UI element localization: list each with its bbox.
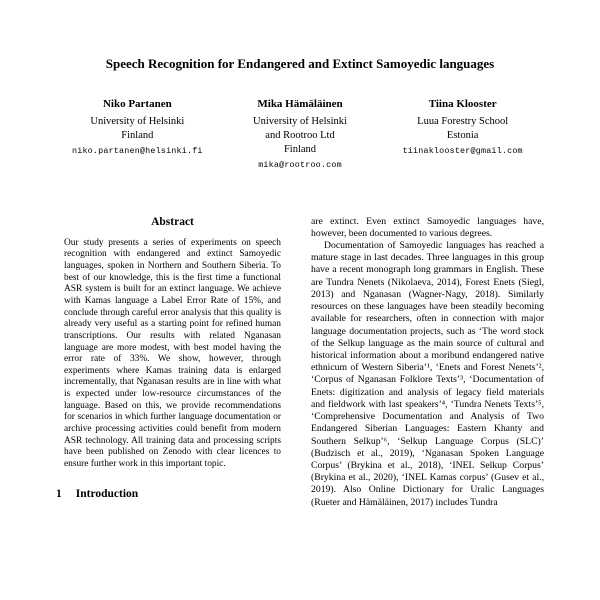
left-column — [56, 216, 289, 509]
author-name: Niko Partanen — [102, 97, 172, 110]
author-affiliation: Luua Forestry School — [417, 115, 509, 127]
section-title: Introduction — [75, 487, 139, 500]
body-paragraph: are extinct. Even extinct Samoyedic languages have, however, been documented to various degrees. — [311, 215, 544, 239]
two-column-body — [56, 216, 544, 509]
body-paragraph: Documentation of Samoyedic languages has reached a mature stage in last decades. Three languages in this group have a recent monograph long grammars in English. These are Tundra Nenets (Nikolaeva, 2014), Forest Enets (Siegl, 2013) and Nganasan (Wagner-Nagy, 2018). Similarly resources on these languages have been steadily becoming available for researchers, often in connection with major language documentation projects, such as ‘The word stock of the Selkup language as the main source of cultural and historical information about a moribund endangered native ethnicum of Western Siberia’¹, ‘Enets and Forest Nenets’², ‘Corpus of Nganasan Folklore Texts’³, ‘Documentation of Enets: digitization and analysis of legacy field materials and fieldwork with last speakers’⁴, ‘Tundra Nenets Texts’⁵, ‘Comprehensive Documentation and Analysis of Two Endangered Siberian Languages: Eastern Khanty and Southern Selkup’⁶, ‘Selkup Language Corpus (SLC)’ (Budzisch et al., 2019), ‘Nganasan Spoken Language Corpus’ (Brykina et al., 2018), ‘INEL Selkup Corpus’ (Brykina et al., 2020), ‘INEL Kamas corpus’ (Gusev et al., 2019). Also Online Dictionary for Uralic Languages (Rueter and Hämäläinen, 2017) includes Tundra — [311, 240, 544, 508]
author-affiliation: Estonia — [446, 129, 479, 141]
author-block-2 — [219, 97, 382, 172]
author-block-1 — [56, 97, 219, 172]
author-affiliation: Finland — [283, 144, 317, 156]
author-email: mika@rootroo.com — [258, 160, 342, 171]
author-email: tiinaklooster@gmail.com — [402, 146, 523, 157]
abstract-text: Our study presents a series of experiments on speech recognition with endangered and extinct Samoyedic languages, spoken in Northern and Southern Siberia. To best of our knowledge, this is the first time a functional ASR system is built for an extinct language. We achieve with Kamas language a Label Error Rate of 15%, and conclude through careful error analysis that this quality is already very useful as a starting point for refined human transcriptions. Our results with related Nganasan language are more modest, with best model having the error rate of 33%. We show, however, through experiments where Kamas training data is enlarged incrementally, that Nganasan results are in line with what is expected under low-resource circumstances of the language. Based on this, we provide recommendations for scenarios in which further language documentation or archive processing activities could benefit from modern ASR technology. All training data and processing scripts have been published on Zenodo with clear licences to ensure further work in this important topic. — [64, 237, 281, 470]
author-name: Tiina Klooster — [428, 97, 497, 110]
author-block-3 — [381, 97, 544, 172]
author-name: Mika Hämäläinen — [257, 97, 343, 110]
abstract-heading: Abstract — [151, 215, 194, 228]
section-number: 1 — [56, 487, 62, 500]
authors-row — [56, 97, 544, 172]
section-heading-introduction — [56, 488, 289, 500]
paper-title: Speech Recognition for Endangered and Extinct Samoyedic languages — [105, 56, 495, 71]
author-email: niko.partanen@helsinki.fi — [72, 146, 203, 157]
right-column — [311, 216, 544, 509]
author-affiliation: University of Helsinki — [253, 115, 347, 127]
author-affiliation: Finland — [121, 129, 154, 141]
author-affiliation: and Rootroo Ltd — [265, 129, 335, 141]
author-affiliation: University of Helsinki — [90, 115, 185, 127]
